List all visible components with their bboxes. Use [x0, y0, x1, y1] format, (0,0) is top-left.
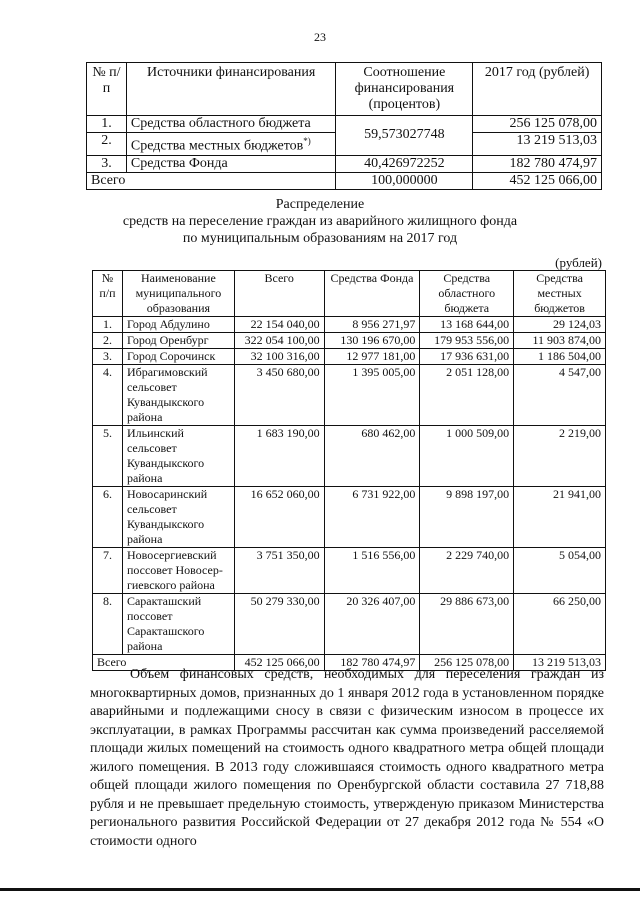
row-number: 3.	[93, 349, 123, 365]
municipality-name: Ильинский сельсовет Кувандыкского района	[122, 426, 234, 487]
regional-cell: 179 953 556,00	[420, 333, 514, 349]
amount: 182 780 474,97	[473, 155, 602, 172]
footnote-mark: *)	[303, 136, 311, 146]
local-cell: 5 054,00	[514, 548, 606, 594]
row-number: 4.	[93, 365, 123, 426]
row-number: 5.	[93, 426, 123, 487]
regional-cell: 9 898 197,00	[420, 487, 514, 548]
regional-cell: 29 886 673,00	[420, 594, 514, 655]
row-number: 1.	[93, 317, 123, 333]
source-name: Средства областного бюджета	[126, 116, 336, 133]
column-header: Наименование муниципального образования	[122, 271, 234, 317]
table-row	[87, 155, 602, 172]
local-cell: 29 124,03	[514, 317, 606, 333]
column-header: Всего	[234, 271, 324, 317]
total-cell: 32 100 316,00	[234, 349, 324, 365]
table-row	[93, 548, 606, 594]
regional-cell: 13 168 644,00	[420, 317, 514, 333]
fund-cell: 6 731 922,00	[324, 487, 420, 548]
fund-cell: 8 956 271,97	[324, 317, 420, 333]
total-label: Всего	[93, 655, 235, 671]
local-cell: 1 186 504,00	[514, 349, 606, 365]
local-cell: 13 219 513,03	[514, 655, 606, 671]
total-cell: 3 450 680,00	[234, 365, 324, 426]
ratio: 40,426972252	[336, 155, 473, 172]
bottom-rule	[0, 888, 640, 891]
total-cell: 452 125 066,00	[234, 655, 324, 671]
row-number: 2.	[87, 133, 127, 156]
merged-ratio: 59,573027748	[336, 116, 473, 156]
fund-cell: 12 977 181,00	[324, 349, 420, 365]
table-row	[93, 333, 606, 349]
total-cell: 16 652 060,00	[234, 487, 324, 548]
municipality-name: Новосаринский сельсовет Кувандыкского района	[122, 487, 234, 548]
regional-cell: 256 125 078,00	[420, 655, 514, 671]
distribution-table	[92, 270, 606, 671]
table-row	[93, 426, 606, 487]
row-number: 7.	[93, 548, 123, 594]
municipality-name: Город Оренбург	[122, 333, 234, 349]
source-name-text: Средства местных бюджетов	[130, 138, 304, 154]
column-header: № п/п	[87, 63, 127, 116]
table-row	[93, 594, 606, 655]
fund-cell: 1 395 005,00	[324, 365, 420, 426]
body-paragraph: Объем финансовых средств, необходимых для переселения граждан из многоквартирных домов, признанных до 1 января 2012 года в установленном порядке аварийными и подлежащими сносу в связи с физическим износом в процессе их эксплуатации, в рамках Программы рассчитан как сумма произведений расселяемой площади жилых помещений на стоимость одного квадратного метра общей площади жилого помещения. В 2013 году сложившаяся стоимость одного квадратного метра общей площади жилого помещения по Оренбургской области составила 27 718,88 рубля и не превышает предельную стоимость, утвержденую приказом Министерства регионального развития Российской Федерации от 27 декабря 2012 года № 554 «О стоимости одного	[90, 667, 604, 849]
total-cell: 22 154 040,00	[234, 317, 324, 333]
section-heading-line2: средств на переселение граждан из аварийного жилищного фонда	[122, 214, 518, 229]
unit-label: (рублей)	[555, 255, 602, 270]
row-number: 3.	[87, 155, 127, 172]
column-header: № п/п	[93, 271, 123, 317]
municipality-name: Город Сорочинск	[122, 349, 234, 365]
local-cell: 66 250,00	[514, 594, 606, 655]
column-header: Соотношение финансирования (процентов)	[336, 63, 473, 116]
total-row	[87, 172, 602, 189]
total-amount: 452 125 066,00	[473, 172, 602, 189]
local-cell: 11 903 874,00	[514, 333, 606, 349]
row-number: 1.	[87, 116, 127, 133]
fund-cell: 182 780 474,97	[324, 655, 420, 671]
total-cell: 50 279 330,00	[234, 594, 324, 655]
table-row	[93, 317, 606, 333]
table-row	[93, 349, 606, 365]
local-cell: 4 547,00	[514, 365, 606, 426]
financing-sources-table	[86, 62, 602, 190]
column-header: Средства местных бюджетов	[514, 271, 606, 317]
fund-cell: 680 462,00	[324, 426, 420, 487]
amount: 13 219 513,03	[473, 133, 602, 156]
fund-cell: 20 326 407,00	[324, 594, 420, 655]
amount: 256 125 078,00	[473, 116, 602, 133]
column-header: Средства областного бюджета	[420, 271, 514, 317]
section-heading-title: Распределение	[275, 197, 365, 212]
fund-cell: 1 516 556,00	[324, 548, 420, 594]
total-label: Всего	[87, 172, 336, 189]
municipality-name: Город Абдулино	[122, 317, 234, 333]
column-header: Средства Фонда	[324, 271, 420, 317]
page-number: 23	[314, 30, 326, 44]
section-heading-line3: по муниципальным образованиям на 2017 год	[182, 231, 458, 246]
regional-cell: 2 229 740,00	[420, 548, 514, 594]
total-cell: 3 751 350,00	[234, 548, 324, 594]
total-cell: 322 054 100,00	[234, 333, 324, 349]
row-number: 8.	[93, 594, 123, 655]
column-header: 2017 год (рублей)	[473, 63, 602, 116]
table-row	[93, 487, 606, 548]
column-header: Источники финансирования	[126, 63, 336, 116]
total-ratio: 100,000000	[336, 172, 473, 189]
table-row	[93, 365, 606, 426]
row-number: 6.	[93, 487, 123, 548]
table-header-row	[87, 63, 602, 116]
source-name: Средства Фонда	[126, 155, 336, 172]
municipality-name: Новосергиевский поссовет Новосер-гиевского района	[122, 548, 234, 594]
row-number: 2.	[93, 333, 123, 349]
regional-cell: 17 936 631,00	[420, 349, 514, 365]
table-row	[87, 116, 602, 133]
source-name	[126, 133, 336, 156]
total-cell: 1 683 190,00	[234, 426, 324, 487]
municipality-name: Саракташский поссовет Саракташского района	[122, 594, 234, 655]
municipality-name: Ибрагимовский сельсовет Кувандыкского района	[122, 365, 234, 426]
table-header-row	[93, 271, 606, 317]
fund-cell: 130 196 670,00	[324, 333, 420, 349]
regional-cell: 1 000 509,00	[420, 426, 514, 487]
local-cell: 2 219,00	[514, 426, 606, 487]
local-cell: 21 941,00	[514, 487, 606, 548]
regional-cell: 2 051 128,00	[420, 365, 514, 426]
